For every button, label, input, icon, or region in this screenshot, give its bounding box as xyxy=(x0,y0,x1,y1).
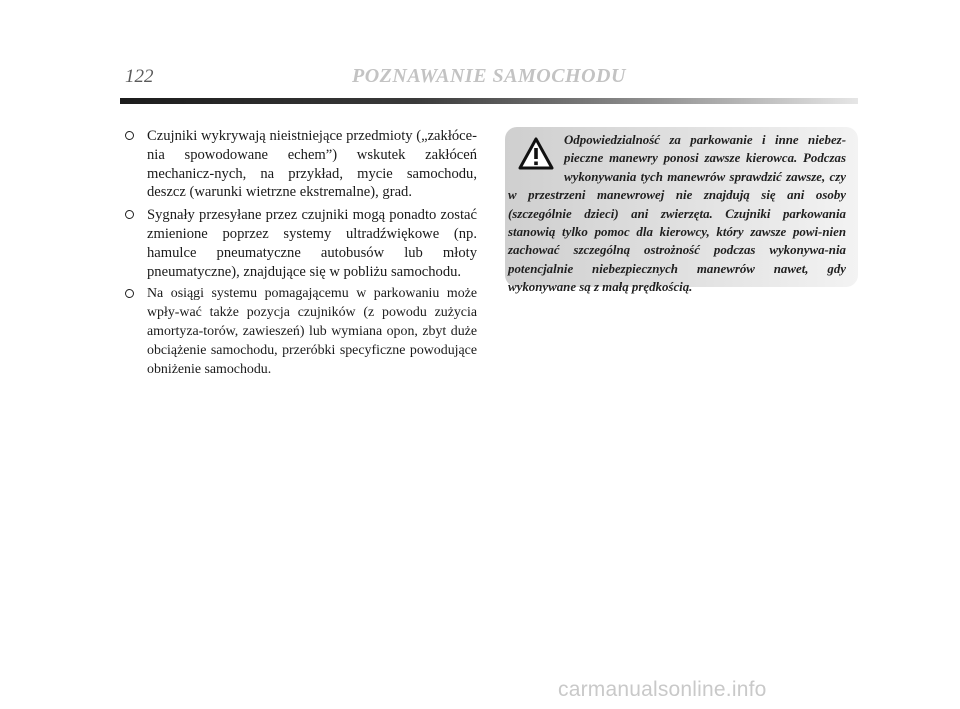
bullet-circle-icon xyxy=(125,131,134,140)
watermark: carmanualsonline.info xyxy=(558,678,767,701)
bullet-text: Czujniki wykrywają nieistniejące przedmioty („zakłóce-nia spowodowane echem”) wskutek zakłóceń mechanicz-nych, na przykład, mycie samochodu, deszcz (warunki wietrzne ekstremalne), grad. xyxy=(147,128,477,201)
page-number: 122 xyxy=(125,66,154,87)
warning-text: Odpowiedzialność za parkowanie i inne niebez-pieczne manewry ponosi zawsze kierowca. Podczas wykonywania tych manewrów sprawdzić zawsze, czy w przestrzeni manewrowej nie znajdują się ani osoby (szczególnie dzieci) ani zwierzęta. Czujniki parkowania stanowią tylko pomoc dla kierowcy, który zawsze powi-nien zachować szczególną ostrożność podczas wykonywa-nia potencjalnie niebezpiecznych manewrów nawet, gdy wykonywane są z małą prędkością. xyxy=(508,133,846,295)
section-title: POZNAWANIE SAMOCHODU xyxy=(352,65,626,87)
list-item xyxy=(125,127,477,202)
list-item xyxy=(125,206,477,281)
header-divider xyxy=(120,98,858,104)
warning-text-block xyxy=(508,131,846,297)
bullet-text: Sygnały przesyłane przez czujniki mogą ponadto zostać zmienione poprzez systemy ultradźwiękowe (np. hamulce pneumatyczne autobusów lub młoty pneumatyczne), znajdujące się w pobliżu samochodu. xyxy=(147,207,477,280)
bullet-text: Na osiągi systemu pomagającemu w parkowaniu może wpły-wać także pozycja czujników (z powodu zużycia amortyza-torów, zawieszeń) lub wymiana opon, zbyt duże obciążenie samochodu, przeróbki specyficzne powodujące obniżenie samochodu. xyxy=(147,286,477,377)
icon-spacer xyxy=(508,131,564,184)
list-item xyxy=(125,285,477,379)
bullet-circle-icon xyxy=(125,210,134,219)
bullet-circle-icon xyxy=(125,289,134,298)
bullet-list xyxy=(125,127,477,383)
